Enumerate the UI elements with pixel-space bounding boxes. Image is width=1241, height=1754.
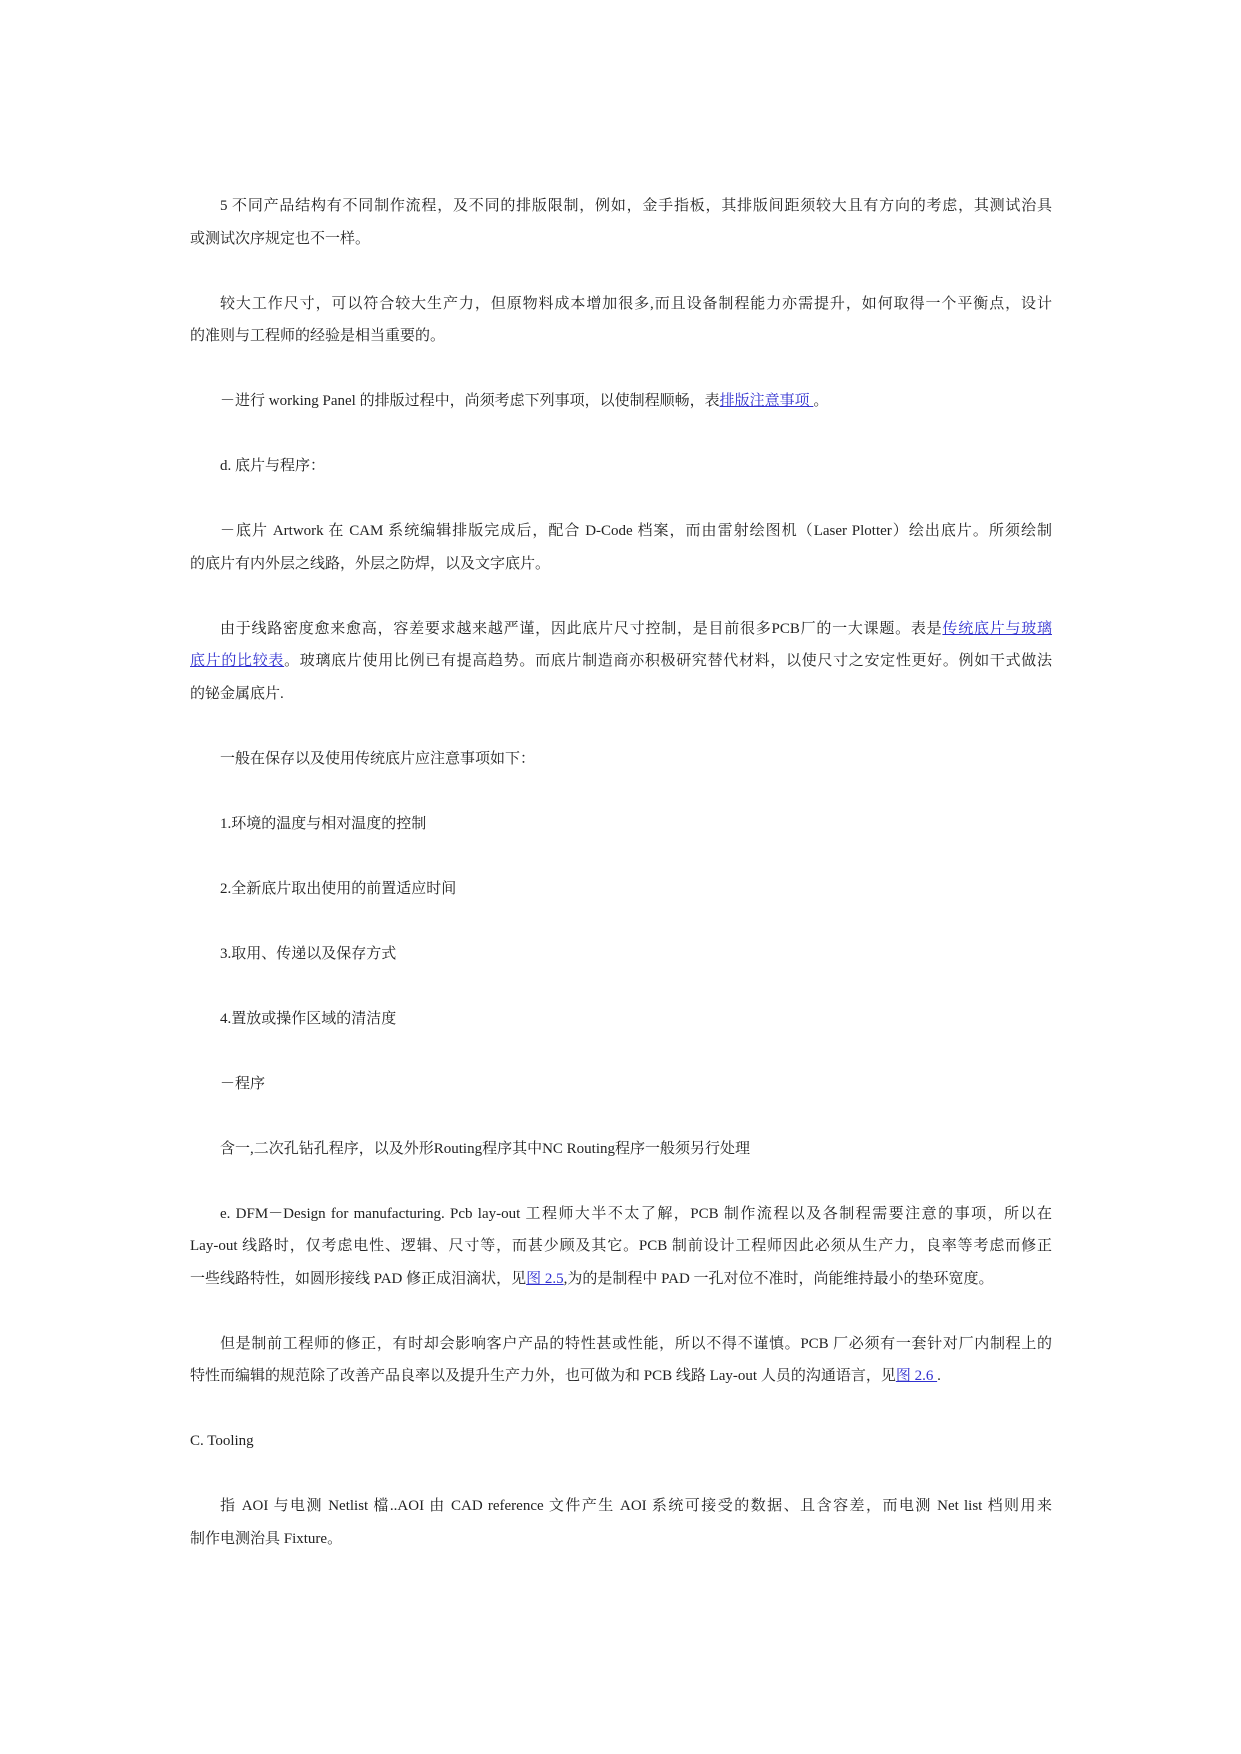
text-segment: ,为的是制程中 PAD 一孔对位不准时，尚能维持最小的垫环宽度。: [563, 1270, 994, 1287]
list-item-text: 2.全新底片取出使用的前置适应时间: [220, 880, 457, 897]
text-segment: 由于线路密度愈来愈高，容差要求越来越严谨，因此底片尺寸控制，是目前很多PCB厂的一大课题。表是: [220, 620, 943, 637]
paragraph-product-structure: [190, 190, 1052, 255]
paragraph-film-control: [190, 613, 1052, 711]
paragraph-pre-engineering: [190, 1328, 1052, 1393]
text-line: Lay-out 线路时，仅考虑电性、逻辑、尺寸等，而甚少顾及其它。PCB 制前设计工程师因此必须从生产力，良率等考虑而修正: [190, 1238, 1052, 1254]
heading-program: [190, 1068, 1052, 1101]
text-line: 的铋金属底片.: [190, 685, 284, 702]
heading-tooling: [190, 1425, 1052, 1458]
list-item-text: 3.取用、传递以及保存方式: [220, 945, 397, 962]
paragraph-working-panel: [190, 385, 1052, 418]
text-line: e. DFM－Design for manufacturing. Pcb lay-out 工程师大半不太了解，PCB 制作流程以及各制程需要注意的事项，所以在: [220, 1205, 1052, 1222]
text-segment: 特性而编辑的规范除了改善产品良率以及提升生产力外，也可做为和 PCB 线路 Lay-out 人员的沟通语言，见: [190, 1368, 896, 1384]
link-film-comparison-table[interactable]: 传统底片与玻璃: [942, 620, 1052, 637]
link-figure-2-6[interactable]: 图 2.6: [895, 1368, 938, 1384]
list-item: [190, 938, 1052, 971]
text-segment: 一些线路特性，如圆形接线 PAD 修正成泪滴状，见: [190, 1270, 527, 1287]
text-segment: 。玻璃底片使用比例已有提高趋势。而底片制造商亦积极研究替代材料，以使尺寸之安定性更好。例如干式做法: [284, 653, 1052, 669]
paragraph-storage-intro: [190, 743, 1052, 776]
text-line: [190, 1360, 1052, 1393]
text-line: 或测试次序规定也不一样。: [190, 230, 371, 247]
text-line: －底片 Artwork 在 CAM 系统编辑排版完成后，配合 D-Code 档案，而由雷射绘图机（Laser Plotter）绘出底片。所须绘制: [220, 523, 1052, 539]
list-item: [190, 1003, 1052, 1036]
heading-film-and-program: [190, 450, 1052, 483]
list-item-text: 1.环境的温度与相对温度的控制: [220, 815, 427, 832]
text-line: 的准则与工程师的经验是相当重要的。: [190, 328, 446, 344]
paragraph-program: [190, 1133, 1052, 1166]
text-line: [190, 1263, 1052, 1296]
text-line: 指 AOI 与电测 Netlist 檔..AOI 由 CAD reference 文件产生 AOI 系统可接受的数据、且含容差，而电测 Net list 档则用来: [220, 1498, 1052, 1514]
text-line: 制作电测治具 Fixture。: [190, 1530, 343, 1547]
paragraph-artwork: [190, 515, 1052, 580]
text-line: [190, 385, 1052, 418]
text-line: 含一,二次孔钻孔程序，以及外形Routing程序其中NC Routing程序一般须另行处理: [220, 1140, 751, 1157]
heading-text: d. 底片与程序：: [220, 458, 326, 474]
text-line: 5 不同产品结构有不同制作流程，及不同的排版限制，例如，金手指板，其排版间距须较大且有方向的考虑，其测试治具: [220, 198, 1052, 214]
text-segment: 。: [813, 393, 829, 409]
text-line: 但是制前工程师的修正，有时却会影响客户产品的特性甚或性能，所以不得不谨慎。PCB 厂必须有一套针对厂内制程上的: [220, 1335, 1052, 1352]
text-line: [190, 645, 1052, 678]
link-figure-2-5[interactable]: 图 2.5: [526, 1270, 564, 1287]
paragraph-dfm: [190, 1198, 1052, 1296]
link-film-comparison-table[interactable]: 底片的比较表: [190, 653, 285, 669]
text-line: [190, 613, 1052, 646]
paragraph-work-size: [190, 288, 1052, 353]
text-line: 的底片有内外层之线路，外层之防焊，以及文字底片。: [190, 555, 551, 572]
list-item-text: 4.置放或操作区域的清洁度: [220, 1010, 397, 1027]
list-item: [190, 808, 1052, 841]
list-item: [190, 873, 1052, 906]
paragraph-tooling: [190, 1490, 1052, 1555]
text-line: 较大工作尺寸，可以符合较大生产力，但原物料成本增加很多,而且设备制程能力亦需提升，如何取得一个平衡点，设计: [220, 295, 1052, 312]
text-segment: .: [937, 1368, 941, 1384]
text-segment: －进行 working Panel 的排版过程中，尚须考虑下列事项，以使制程顺畅，表: [220, 393, 720, 409]
heading-text: C. Tooling: [190, 1433, 254, 1449]
heading-text: －程序: [220, 1075, 266, 1092]
link-layout-notes[interactable]: 排版注意事项: [719, 393, 814, 409]
text-line: 一般在保存以及使用传统底片应注意事项如下：: [220, 750, 536, 767]
